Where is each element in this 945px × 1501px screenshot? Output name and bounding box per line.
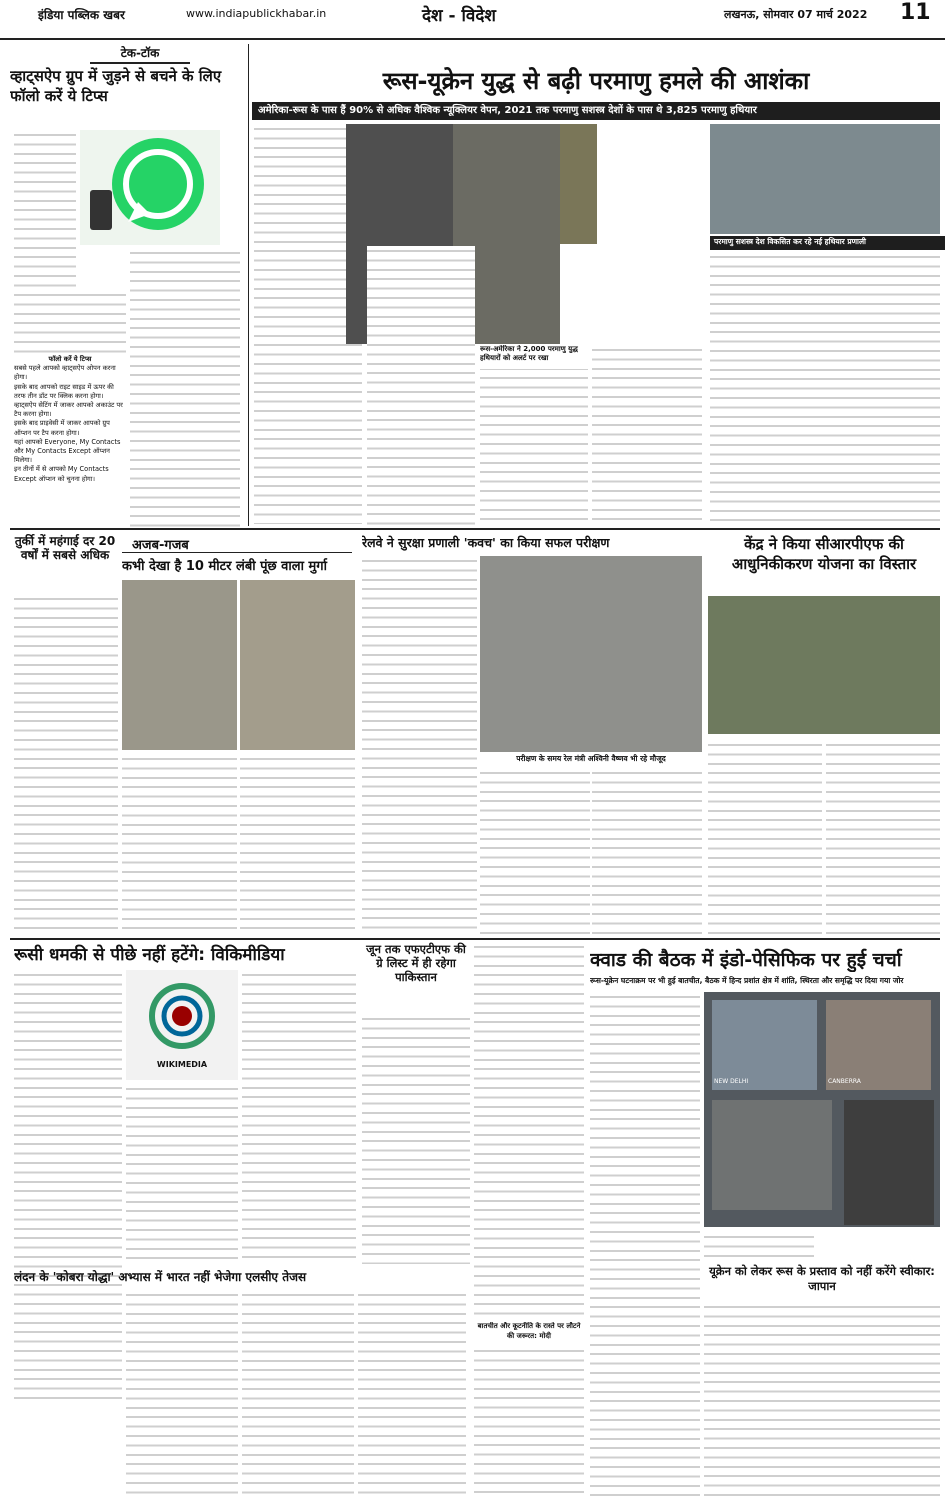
- crpf-col-1: [708, 740, 822, 934]
- rooster-photo-2: [240, 580, 355, 750]
- lead-subhead: रूस-अमेरिका ने 2,000 परमाणु युद्ध हथियारों को अलर्ट पर रखा: [480, 345, 588, 369]
- japan-headline: यूक्रेन को लेकर रूस के प्रस्ताव को नहीं करेंगे स्वीकार: जापान: [709, 1264, 935, 1293]
- london-col-1: [126, 1290, 238, 1498]
- kavach-headline: रेलवे ने सुरक्षा प्रणाली 'कवच' का किया सफल परीक्षण: [362, 535, 610, 550]
- fatf-subhead: बातचीत और कूटनीति के रास्ते पर लौटने की जरूरत: मोदी: [474, 1322, 584, 1344]
- paper-url[interactable]: www.indiapublickhabar.in: [186, 7, 327, 20]
- section-rule: [10, 528, 940, 530]
- tip-item: इसके बाद आपको राइट साइड में ऊपर की तरफ तीन डॉट पर क्लिक करना होगा।: [14, 382, 114, 400]
- tech-talk-body-left: [14, 130, 76, 288]
- london-col-2: [242, 1290, 354, 1498]
- page-header: [0, 0, 945, 40]
- wiki-col-2: [126, 1084, 238, 1264]
- kavach-col-1: [362, 556, 477, 934]
- lead-col-2: [367, 246, 475, 526]
- london-col-3: [358, 1290, 466, 1498]
- lead-col-3: [480, 345, 588, 525]
- ajab-col-1: [122, 754, 237, 934]
- section-name: देश - विदेश: [422, 6, 496, 26]
- lead-photo-caption: परमाणु सशस्त्र देश विकसित कर रहे नई हथियार प्रणाली: [710, 236, 945, 250]
- london-headline: लंदन के 'कोबरा योद्धा' अभ्यास में भारत नहीं भेजेगा एलसीए तेजस: [14, 1270, 307, 1284]
- ajab-col-2: [240, 754, 355, 934]
- kavach-col-2: [480, 768, 590, 934]
- turkey-headline: तुर्की में महंगाई दर 20 वर्षों में सबसे अधिक: [14, 534, 116, 562]
- wiki-col-3: [242, 970, 356, 1264]
- tech-talk-label: टेक-टॉक: [90, 44, 190, 64]
- lead-col-4: [592, 345, 702, 525]
- crpf-col-2: [826, 740, 940, 934]
- tech-talk-body-mid: [130, 248, 240, 528]
- page-number: 11: [900, 0, 931, 25]
- whatsapp-icon: [80, 130, 220, 245]
- fatf-headline: जून तक एफएटीएफ की ग्रे लिस्ट में ही रहेगा पाकिस्तान: [366, 942, 466, 984]
- kavach-caption: परीक्षण के समय रेल मंत्री अश्विनी वैष्णव भी रहे मौजूद: [516, 754, 666, 763]
- tip-item: व्हाट्सऐप सेटिंग में जाकर आपको अकाउंट पर टैप करना होगा।: [14, 401, 123, 419]
- section-rule: [10, 938, 940, 940]
- quad-strap: रूस-यूक्रेन घटनाक्रम पर भी हुई बातचीत, बैठक में हिन्द प्रशांत क्षेत्र में शांति, स्थिरता और समृद्धि पर दिया गया जोर: [590, 976, 904, 985]
- crpf-headline: केंद्र ने किया सीआरपीएफ की आधुनिकीकरण योजना का विस्तार: [731, 535, 917, 573]
- rooster-photo-1: [122, 580, 237, 750]
- tech-talk-headline: व्हाट्सऐप ग्रुप में जुड़ने से बचने के लिए फॉलो करें ये टिप्स: [10, 67, 222, 105]
- column-divider: [248, 44, 249, 526]
- tip-item: इसके बाद प्राइवेसी में जाकर आपको ग्रुप ऑप्शन पर टैप करना होगा।: [14, 419, 110, 437]
- crpf-photo: [708, 596, 940, 734]
- tech-talk-tips: फॉलो करें ये टिप्स सबसे पहले आपको व्हाट्सऐप ओपन करना होगा। इसके बाद आपको राइट साइड में ऊपर की तरफ तीन डॉट पर क्लिक करना होगा। व्हाट्सऐप सेटिंग में जाकर आपको अकाउंट पर टैप करना होगा। इसके बाद प्राइवेसी में जाकर आपको ग्रुप ऑप्शन पर टैप करना होगा। यहां आपको Everyone, My Contacts और My Contacts Except ऑप्शन मिलेगा। इन तीनों में से आपको My Contacts Except ऑप्शन को चुनना होगा।: [14, 355, 126, 525]
- fatf-col-1: [362, 1014, 470, 1264]
- quad-col-2: [704, 1232, 814, 1262]
- quad-col-1: [590, 992, 700, 1497]
- tip-item: सबसे पहले आपको व्हाट्सऐप ओपन करना होगा।: [14, 364, 116, 382]
- paper-name: इंडिया पब्लिक खबर: [38, 8, 125, 22]
- tip-item: इन तीनों में से आपको My Contacts Except ऑप्शन को चुनना होगा।: [14, 465, 109, 483]
- missile-photo: [710, 124, 940, 234]
- quad-photo: [704, 992, 940, 1227]
- quad-headline: क्वाड की बैठक में इंडो-पेसिफिक पर हुई चर्चा: [590, 949, 902, 971]
- wikimedia-logo: WIKIMEDIA: [126, 970, 238, 1080]
- ajab-label: अजब-गजब: [122, 534, 352, 553]
- tip-item: यहां आपको Everyone, My Contacts और My Contacts Except ऑप्शन मिलेगा।: [14, 437, 121, 465]
- kavach-photo: [480, 556, 702, 752]
- ajab-headline: कभी देखा है 10 मीटर लंबी पूंछ वाला मुर्गा: [122, 559, 327, 574]
- japan-body: [704, 1302, 940, 1498]
- wiki-headline: रूसी धमकी से पीछे नहीं हटेंगे: विकिमीडिया: [14, 945, 285, 965]
- lead-col-5: [710, 252, 940, 524]
- lead-strap: अमेरिका-रूस के पास हैं 90% से अधिक वैश्विक न्यूक्लियर वेपन, 2021 तक परमाणु सशस्त्र देशों के पास थे 3,825 परमाणु हथियार: [252, 102, 940, 120]
- screen-label: CANBERRA: [828, 1078, 861, 1085]
- lead-headline: रूस-यूक्रेन युद्ध से बढ़ी परमाणु हमले की आशंका: [382, 67, 810, 95]
- issue-date: लखनऊ, सोमवार 07 मार्च 2022: [724, 8, 868, 21]
- turkey-body: [14, 594, 118, 934]
- wiki-col-1: [14, 970, 122, 1400]
- kavach-col-3: [592, 768, 702, 934]
- fatf-col-2: [474, 942, 584, 1497]
- screen-label: NEW DELHI: [714, 1078, 749, 1085]
